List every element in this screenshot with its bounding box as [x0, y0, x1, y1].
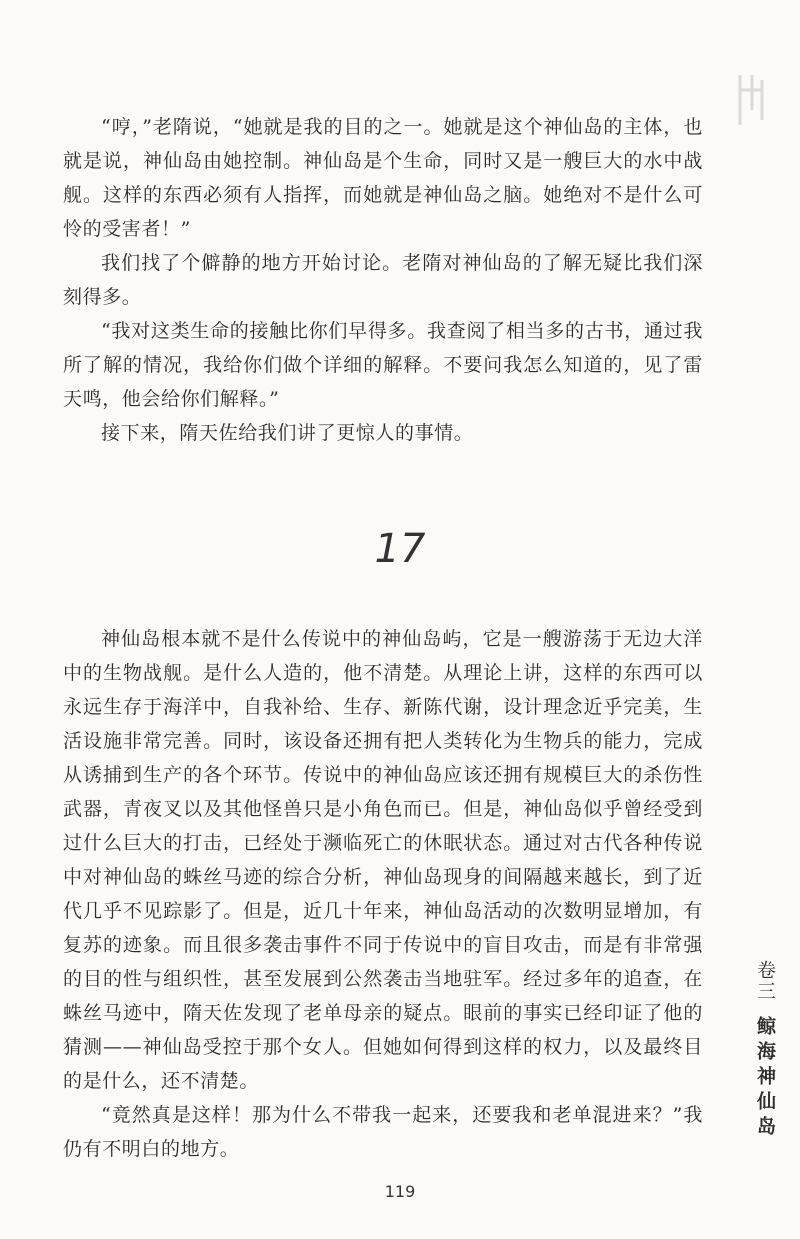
paragraph: 接下来，隋天佐给我们讲了更惊人的事情。 [101, 422, 474, 444]
paragraph: “我对这类生命的接触比你们早得多。我查阅了相当多的古书，通过我所了解的情况，我给你们做个详细的解释。不要问我怎么知道的，见了雷天鸣，他会给你们解释。” [63, 320, 703, 410]
chapter-number: 17 [374, 526, 426, 572]
page-number: 119 [384, 1182, 416, 1201]
bleed-through-mark [732, 70, 772, 130]
volume-title: 鲸海神仙岛 [754, 1016, 776, 1141]
text-block-top [63, 110, 703, 450]
running-side-title [752, 960, 778, 1141]
text-block-bottom [63, 622, 703, 1166]
paragraph: “哼，”老隋说，“她就是我的目的之一。她就是这个神仙岛的主体，也就是说，神仙岛由她控制。神仙岛是个生命，同时又是一艘巨大的水中战舰。这样的东西必须有人指挥，而她就是神仙岛之脑。她绝对不是什么可怜的受害者！” [63, 116, 703, 240]
paragraph: “竟然真是这样！那为什么不带我一起来，还要我和老单混进来？”我仍有不明白的地方。 [63, 1104, 703, 1160]
volume-label: 卷三 [754, 960, 776, 1002]
paragraph: 神仙岛根本就不是什么传说中的神仙岛屿，它是一艘游荡于无边大洋中的生物战舰。是什么人造的，他不清楚。从理论上讲，这样的东西可以永远生存于海洋中，自我补给、生存、新陈代谢，设计理念近乎完美，生活设施非常完善。同时，该设备还拥有把人类转化为生物兵的能力，完成从诱捕到生产的各个环节。传说中的神仙岛应该还拥有规模巨大的杀伤性武器，青夜叉以及其他怪兽只是小角色而已。但是，神仙岛似乎曾经受到过什么巨大的打击，已经处于濒临死亡的休眠状态。通过对古代各种传说中对神仙岛的蛛丝马迹的综合分析，神仙岛现身的间隔越来越长，到了近代几乎不见踪影了。但是，近几十年来，神仙岛活动的次数明显增加，有复苏的迹象。而且很多袭击事件不同于传说中的盲目攻击，而是有非常强的目的性与组织性，甚至发展到公然袭击当地驻军。经过多年的追查，在蛛丝马迹中，隋天佐发现了老单母亲的疑点。眼前的事实已经印证了他的猜测——神仙岛受控于那个女人。但她如何得到这样的权力，以及最终目的是什么，还不清楚。 [63, 628, 703, 1092]
paragraph: 我们找了个僻静的地方开始讨论。老隋对神仙岛的了解无疑比我们深刻得多。 [63, 252, 703, 308]
